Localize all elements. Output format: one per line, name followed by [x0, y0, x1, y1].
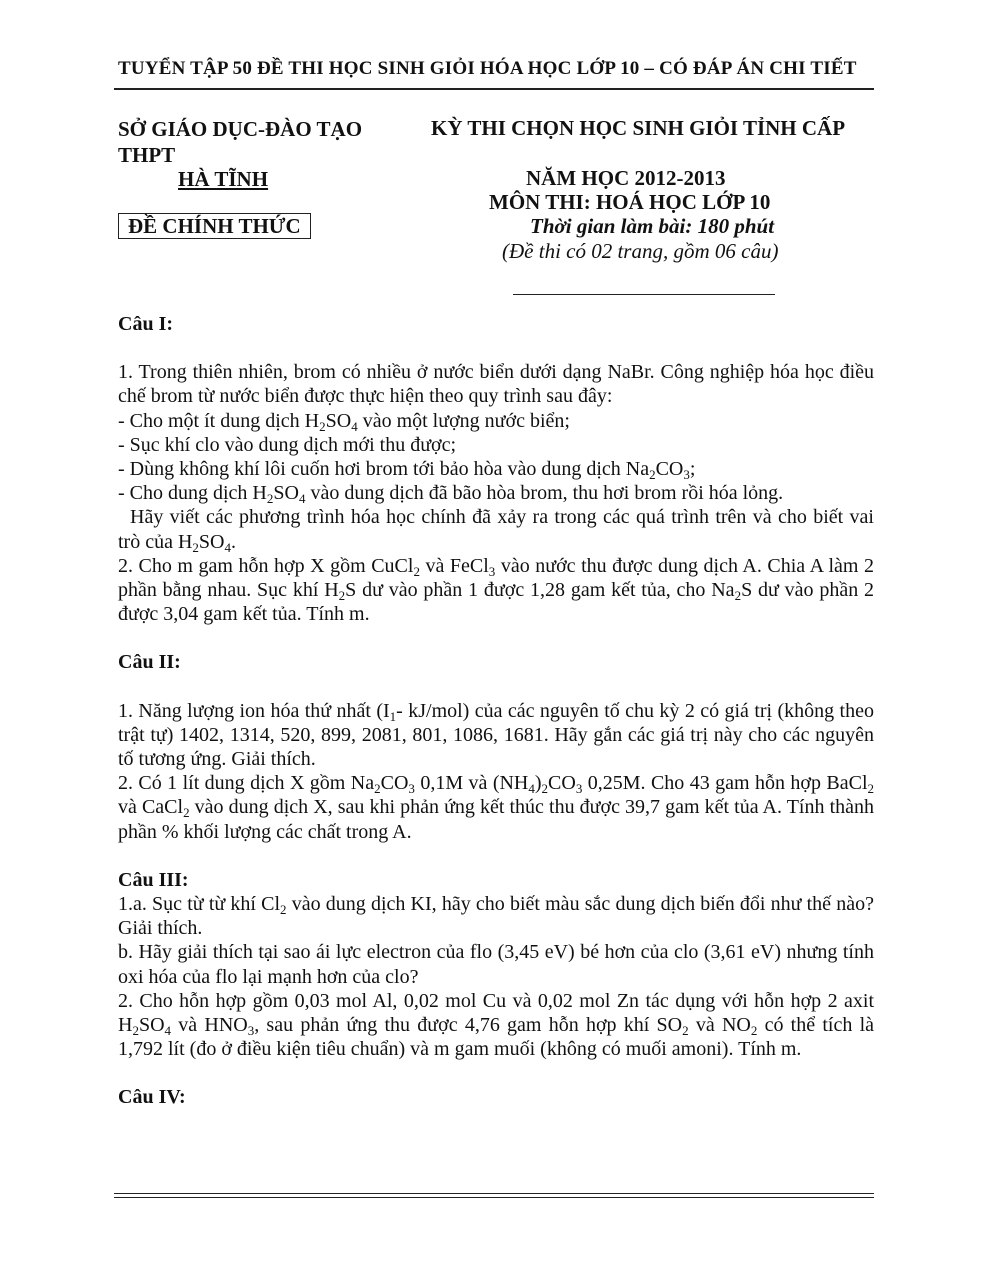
header-divider [114, 88, 874, 90]
question-1-title: Câu I: [118, 313, 174, 335]
issuer-block [118, 116, 388, 191]
q2-part1: 1. Năng lượng ion hóa thứ nhất ($I_1-$ kJ/mol) của các nguyên tố chu kỳ 2 có giá trị (không theo trật tự) 1402, 1314, 520, 899, 2081, 801, 1086, 1681. Hãy gắn các giá trị này cho các nguyên tố tương ứng. Giải thích. [118, 699, 874, 771]
exam-title-line2: THPT [118, 143, 176, 167]
q1-task: Hãy viết các phương trình hóa học chính đã xảy ra trong các quá trình trên và cho biết vai trò của $H_2SO_4$. [118, 506, 874, 555]
school-year: NĂM HỌC 2012-2013 [526, 166, 726, 190]
province-name: HÀ TĨNH [178, 167, 269, 191]
separator-line [513, 294, 775, 295]
q1-step2: - Sục khí clo vào dung dịch mới thu được; [118, 433, 457, 456]
exam-title: KỲ THI CHỌN HỌC SINH GIỎI TỈNH CẤP [431, 116, 846, 140]
pages-note: (Đề thi có 02 trang, gồm 06 câu) [502, 239, 779, 263]
q1-part2: 2. Cho m gam hỗn hợp X gồm CuCl$_2$ và FeCl$_3$ vào nước thu được dung dịch A. Chia A làm 2 phần bằng nhau. Sục khí $H_2S$ dư vào phần 1 được 1,28 gam kết tủa, cho $Na_2S$ dư vào phần 2 được 3,04 gam kết tủa. Tính m. [118, 554, 875, 626]
q1-step1: - Cho một ít dung dịch $H_2SO_4$ vào một lượng nước biển; [118, 409, 570, 434]
q3-part1a: 1.a. Sục từ từ khí $Cl_2$ vào dung dịch KI, hãy cho biết màu sắc dung dịch biến đổi như thế nào? Giải thích. [118, 893, 874, 940]
exam-content [118, 312, 874, 1110]
dept-spacer [118, 142, 388, 168]
department-name: SỞ GIÁO DỤC-ĐÀO TẠO [118, 117, 363, 141]
exam-subject: MÔN THI: HOÁ HỌC LỚP 10 [489, 190, 771, 214]
collection-title: TUYỂN TẬP 50 ĐỀ THI HỌC SINH GIỎI HÓA HỌC LỚP 10 – CÓ ĐÁP ÁN CHI TIẾT [118, 58, 857, 79]
q1-step4: - Cho dung dịch $H_2SO_4$ vào dung dịch đã bão hòa brom, thu hơi brom rồi hóa lỏng. [118, 482, 784, 507]
question-4-title: Câu IV: [118, 1086, 186, 1109]
q1-part1-intro: 1. Trong thiên nhiên, brom có nhiều ở nước biển dưới dạng NaBr. Công nghiệp hóa học điều chế brom từ nước biển được thực hiện theo quy trình sau đây: [118, 361, 874, 408]
footer-divider [114, 1193, 874, 1198]
q3-part1b: b. Hãy giải thích tại sao ái lực electron của flo (3,45 eV) bé hơn của clo (3,61 eV) nhưng tính oxi hóa của flo lại mạnh hơn của clo? [118, 941, 874, 988]
question-2-title: Câu II: [118, 651, 181, 674]
q2-part2: 2. Có 1 lít dung dịch X gồm $Na_2CO_3$ 0,1M và $(NH_4)_2CO_3$ 0,25M. Cho 43 gam hỗn hợp BaCl$_2$ và CaCl$_2$ vào dung dịch X, sau khi phản ứng kết thúc thu được 39,7 gam kết tủa A. Tính thành phần % khối lượng các chất trong A. [118, 772, 875, 843]
q3-part2: 2. Cho hỗn hợp gồm 0,03 mol Al, 0,02 mol Cu và 0,02 mol Zn tác dụng với hỗn hợp 2 axit $H_2SO_4$ và $HNO_3$, sau phản ứng thu được 4,76 gam hỗn hợp khí $SO_2$ và $NO_2$ có thể tích là 1,792 lít (đo ở điều kiện tiêu chuẩn) và m gam muối (không có muối amoni). Tính m. [118, 989, 875, 1061]
exam-duration: Thời gian làm bài: 180 phút [530, 214, 775, 238]
q1-step3: - Dùng không khí lôi cuốn hơi brom tới bảo hòa vào dung dịch $Na_2CO_3$; [118, 458, 696, 483]
question-3-title: Câu III: [118, 868, 189, 891]
official-exam-badge: ĐỀ CHÍNH THỨC [118, 213, 311, 239]
